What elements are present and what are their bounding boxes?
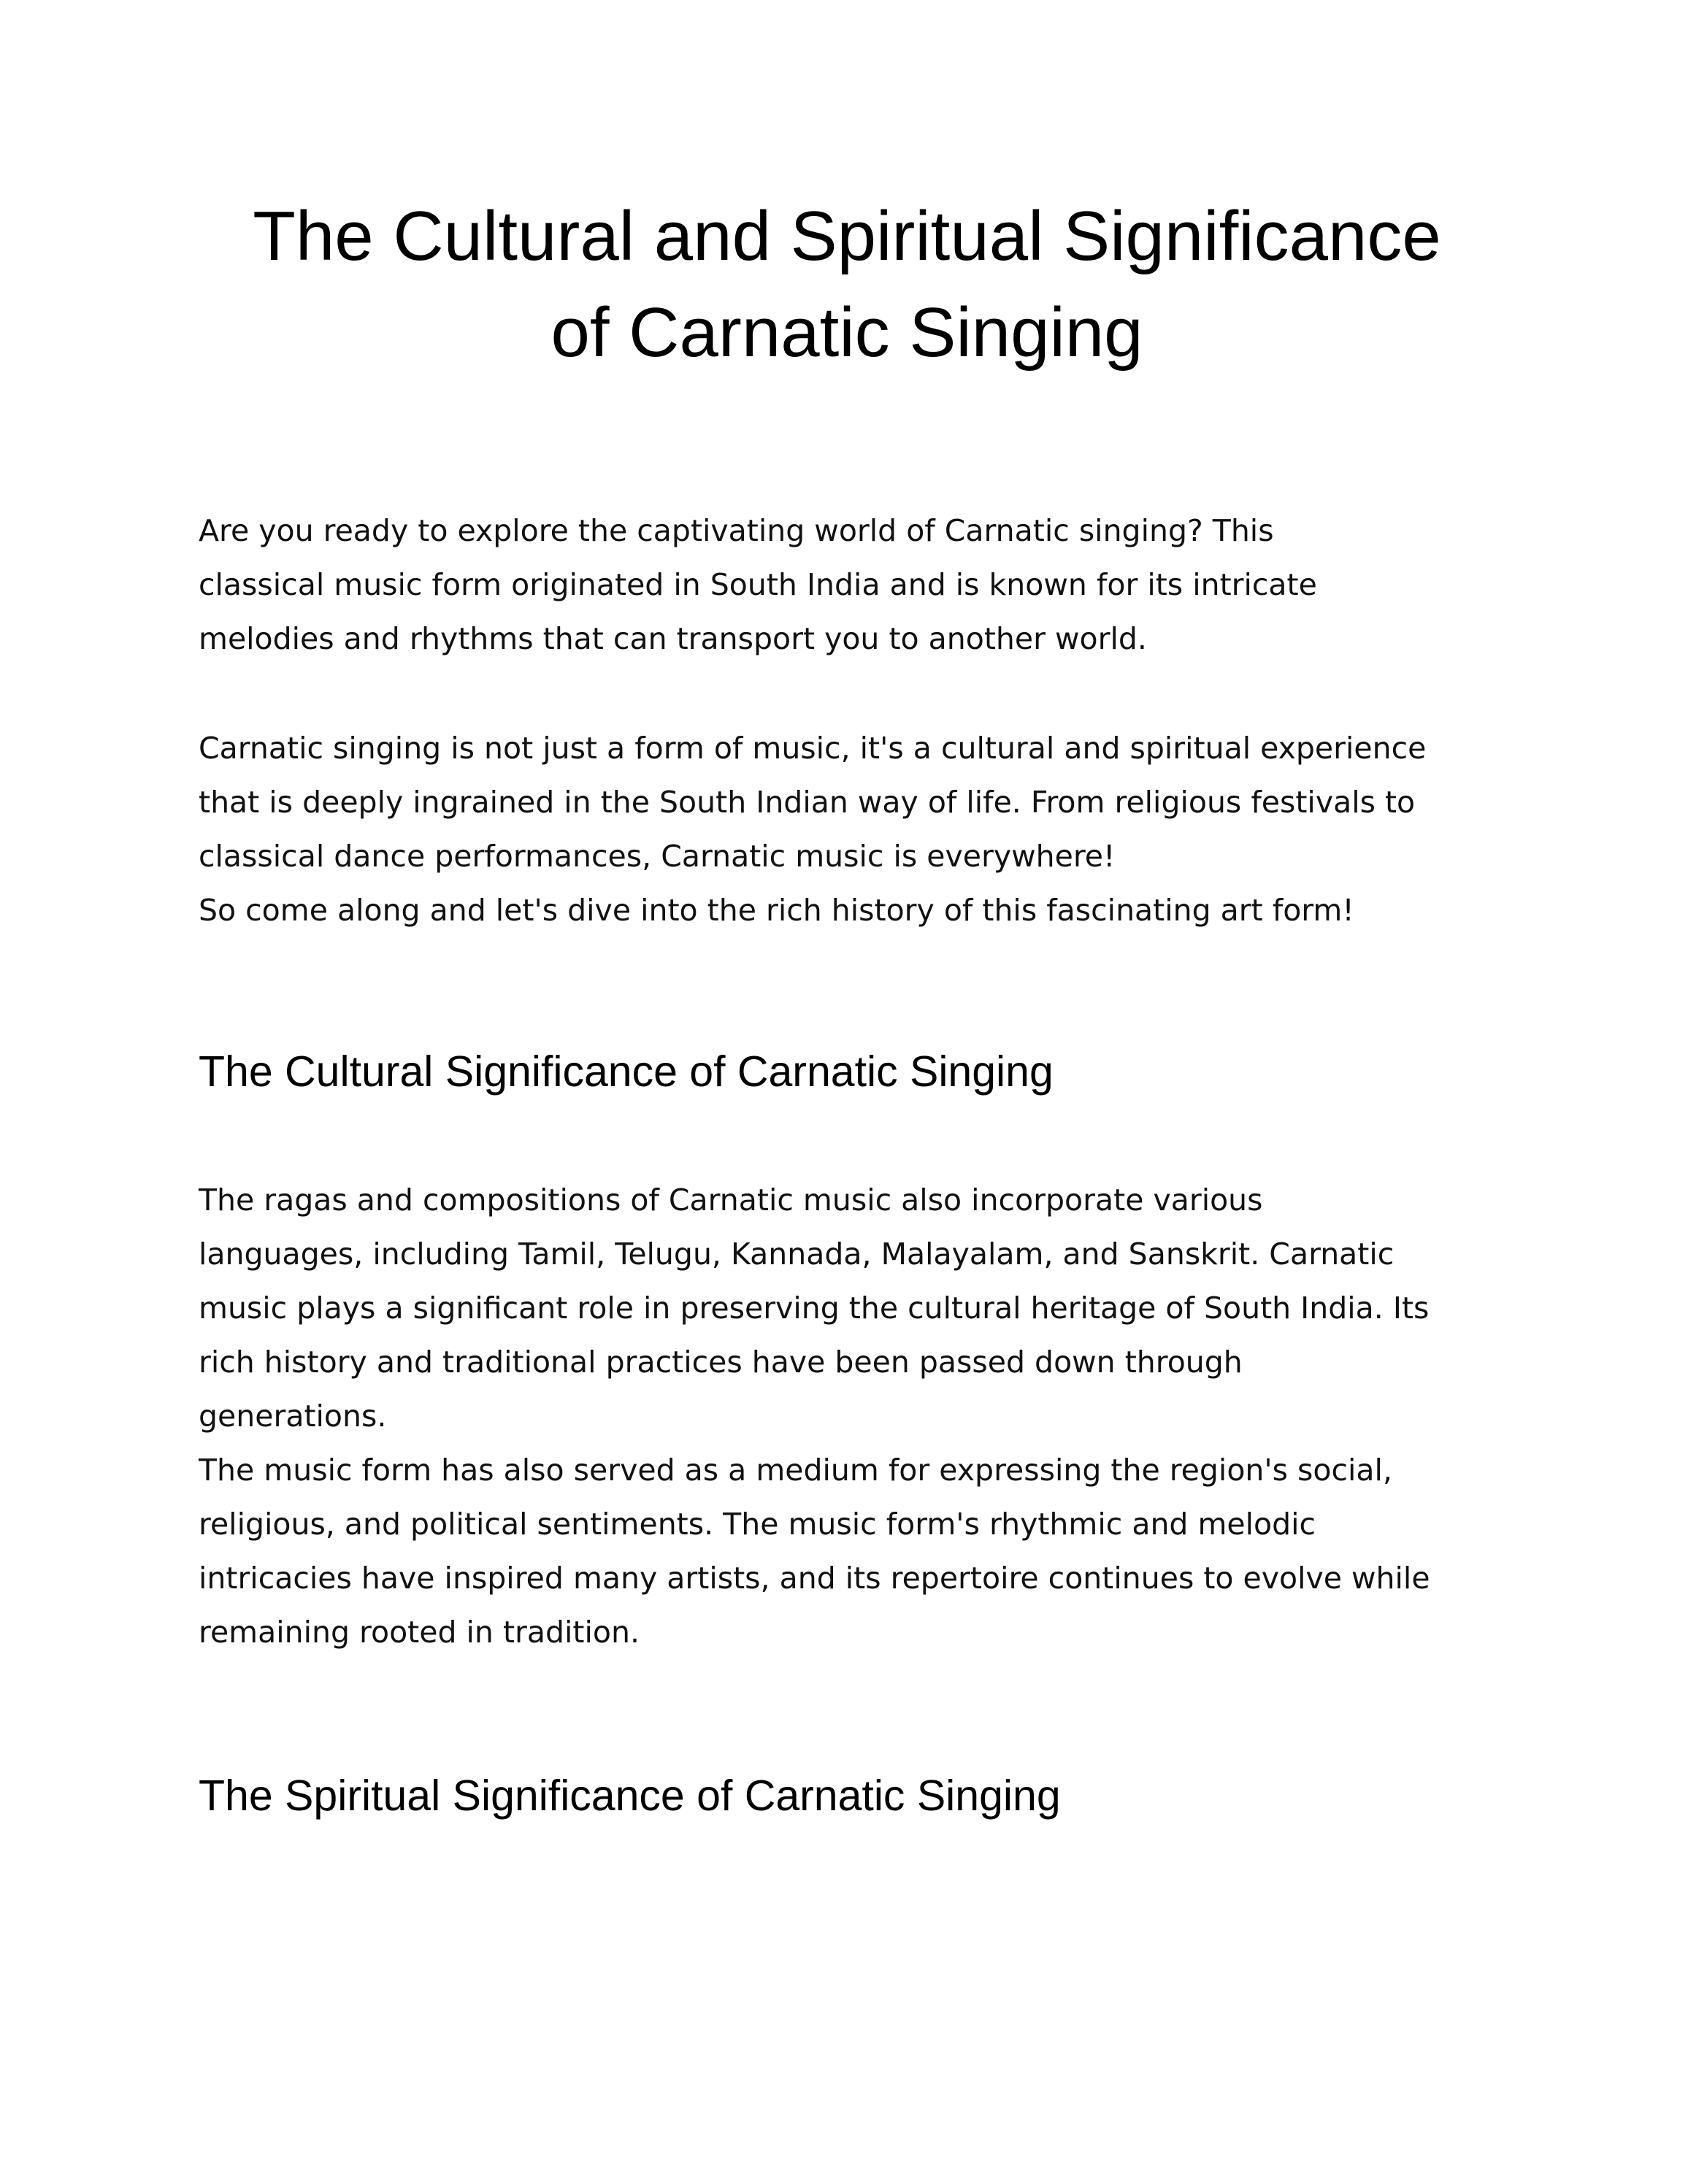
title-line: The Cultural and Spiritual Significance (253, 197, 1441, 275)
paragraph-line: The ragas and compositions of Carnatic music also incorporate various (199, 1183, 1263, 1218)
paragraph-line: remaining rooted in tradition. (199, 1615, 640, 1650)
paragraph-line: rich history and traditional practices have been passed down through (199, 1345, 1243, 1380)
paragraph-line: classical music form originated in South India and is known for its intricate (199, 567, 1317, 602)
paragraph-line: that is deeply ingrained in the South Indian way of life. From religious festivals to (199, 785, 1416, 820)
section-heading-cultural: The Cultural Significance of Carnatic Singing (199, 1047, 1054, 1096)
paragraph-line: classical dance performances, Carnatic music is everywhere! (199, 839, 1116, 874)
paragraph-line: religious, and political sentiments. The music form's rhythmic and melodic (199, 1507, 1316, 1542)
paragraph-line: music plays a significant role in preserving the cultural heritage of South India. Its (199, 1291, 1430, 1326)
paragraph-line: intricacies have inspired many artists, and its repertoire continues to evolve while (199, 1561, 1430, 1596)
intro-paragraph (199, 504, 1505, 666)
section-heading-spiritual: The Spiritual Significance of Carnatic Singing (199, 1772, 1061, 1820)
paragraph-line: So come along and let's dive into the rich history of this fascinating art form! (199, 893, 1354, 928)
paragraph-line: melodies and rhythms that can transport you to another world. (199, 621, 1147, 656)
paragraph-line: The music form has also served as a medium for expressing the region's social, (199, 1453, 1392, 1488)
cultural-paragraph (199, 1173, 1505, 1659)
paragraph-line: languages, including Tamil, Telugu, Kannada, Malayalam, and Sanskrit. Carnatic (199, 1237, 1394, 1272)
paragraph-line: Are you ready to explore the captivating world of Carnatic singing? This (199, 513, 1274, 548)
title-line: of Carnatic Singing (550, 293, 1143, 372)
paragraph-line: Carnatic singing is not just a form of music, it's a cultural and spiritual experience (199, 731, 1427, 766)
second-paragraph (199, 721, 1505, 937)
page-title (131, 188, 1562, 381)
paragraph-line: generations. (199, 1399, 387, 1434)
